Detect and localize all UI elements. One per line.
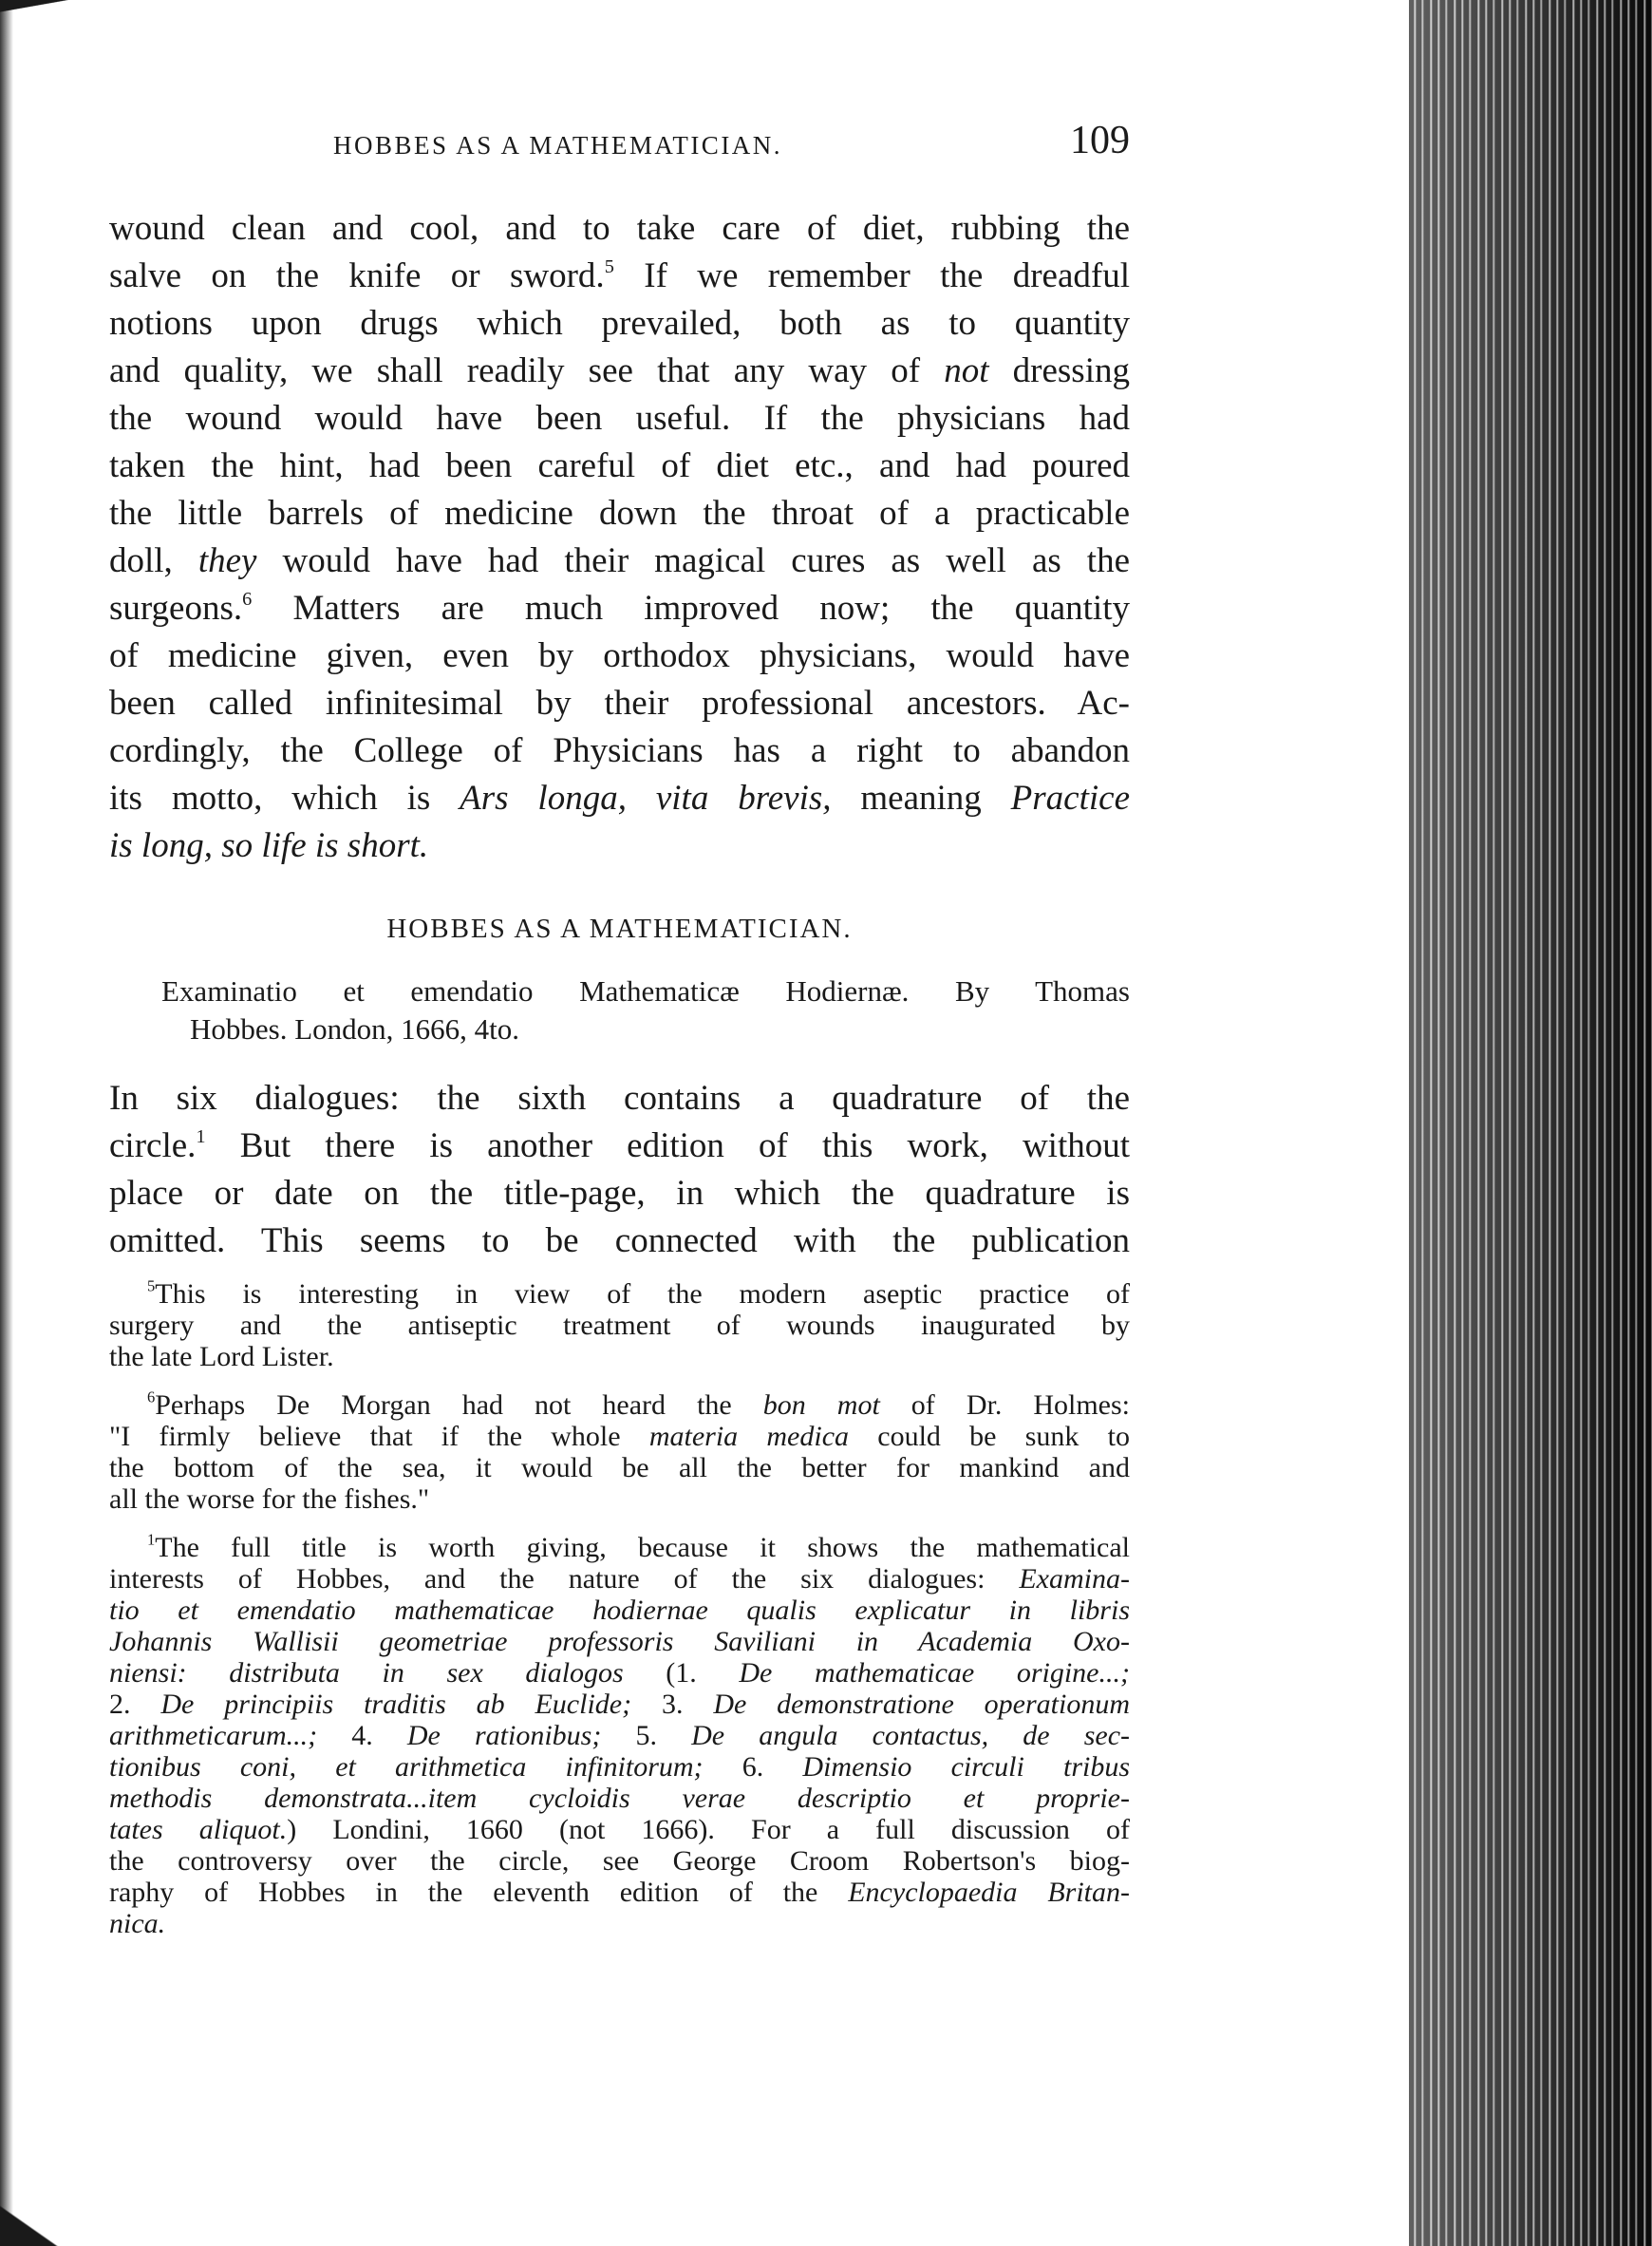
text-line: its motto, which is Ars longa, vita brevis, meaning Practice	[109, 779, 1130, 818]
footnote-6: $^6$Perhaps De Morgan had not heard the bon mot of Dr. Holmes: "I firmly believe that if the whole materia medica could be sunk to the bottom of the sea, it would be all the better for mankind and all the worse for the fishes."	[109, 1389, 1130, 1515]
footnote-1: $^1$The full title is worth giving, because it shows the mathematical interests of Hobbes, and the nature of the six dialogues: Examina- tio et emendatio mathematicae hodiernae qualis explicatur in libris Johannis Wallisii geometriae professoris Saviliani in Academia Oxo- niensi: distributa in sex dialogos (1. De mathematicae origine...; 2. De principiis traditis ab Euclide; 3. De demonstratione operationum arithmeticarum...; 4. De rationibus; 5. De angula contactus, de sec- tionibus coni, et arithmetica infinitorum; 6. Dimensio circuli tribus methodis demonstrata...item cycloidis verae descriptio et proprie- tates aliquot.) Londini, 1660 (not 1666). For a full discussion of the controversy over the circle, see George Croom Robertson's biog- raphy of Hobbes in the eleventh edition of the Encyclopaedia Britan- nica.	[109, 1532, 1130, 1939]
scan-corner-mark-top	[0, 0, 152, 38]
body-paragraph-1	[109, 205, 1130, 870]
running-head	[109, 114, 1130, 171]
text-line: the little barrels of medicine down the throat of a practicable	[109, 494, 1130, 533]
text-line: been called infinitesimal by their professional ancestors. Ac-	[109, 684, 1130, 723]
text-line: cordingly, the College of Physicians has a right to abandon	[109, 731, 1130, 770]
text-line: salve on the knife or sword.$^5$ If we remember the dreadful	[109, 255, 1130, 295]
page-left-shadow	[0, 0, 13, 2246]
text-line: the wound would have been useful. If the physicians had	[109, 399, 1130, 438]
citation-line: Examinatio et emendatio Mathematicæ Hodiernæ. By Thomas	[161, 974, 1130, 1008]
footnote-ref: 1	[196, 1125, 206, 1147]
footnotes	[109, 1278, 1130, 1939]
text-line: circle.$^1$ But there is another edition of this work, without	[109, 1125, 1130, 1165]
footnote-ref: 5	[604, 255, 614, 277]
footnote-ref: 6	[242, 588, 253, 610]
text-line: doll, they would have had their magical cures as well as the	[109, 541, 1130, 580]
footnote-5: $^5$This is interesting in view of the modern aseptic practice of surgery and the antiseptic treatment of wounds inaugurated by the late Lord Lister.	[109, 1278, 1130, 1372]
text-line: wound clean and cool, and to take care of diet, rubbing the	[109, 209, 1130, 248]
scan-corner-mark-bottom	[0, 2142, 104, 2246]
text-line: is long, so life is short.	[109, 826, 429, 865]
text-line: of medicine given, even by orthodox physicians, would have	[109, 636, 1130, 675]
running-title: HOBBES AS A MATHEMATICIAN.	[333, 131, 783, 160]
text-line: place or date on the title-page, in which the quadrature is	[109, 1174, 1130, 1213]
text-line: and quality, we shall readily see that any way of not dressing	[109, 351, 1130, 390]
page-number: 109	[1070, 119, 1130, 162]
book-page-edges	[1409, 0, 1652, 2246]
footnote-marker: 1	[147, 1532, 156, 1549]
text-line: notions upon drugs which prevailed, both as to quantity	[109, 304, 1130, 343]
book-citation	[109, 972, 1130, 1048]
footnote-marker: 5	[147, 1278, 156, 1295]
body-paragraph-2	[109, 1075, 1130, 1265]
citation-line: Hobbes. London, 1666, 4to.	[190, 1012, 520, 1046]
page-text-block	[109, 114, 1130, 1956]
text-line: omitted. This seems to be connected with the publication	[109, 1221, 1130, 1260]
text-line: In six dialogues: the sixth contains a quadrature of the	[109, 1079, 1130, 1118]
text-line: surgeons.$^6$ Matters are much improved now; the quantity	[109, 588, 1130, 628]
section-heading: HOBBES AS A MATHEMATICIAN.	[386, 914, 853, 944]
footnote-marker: 6	[147, 1389, 156, 1406]
text-line: taken the hint, had been careful of diet etc., and had poured	[109, 446, 1130, 485]
